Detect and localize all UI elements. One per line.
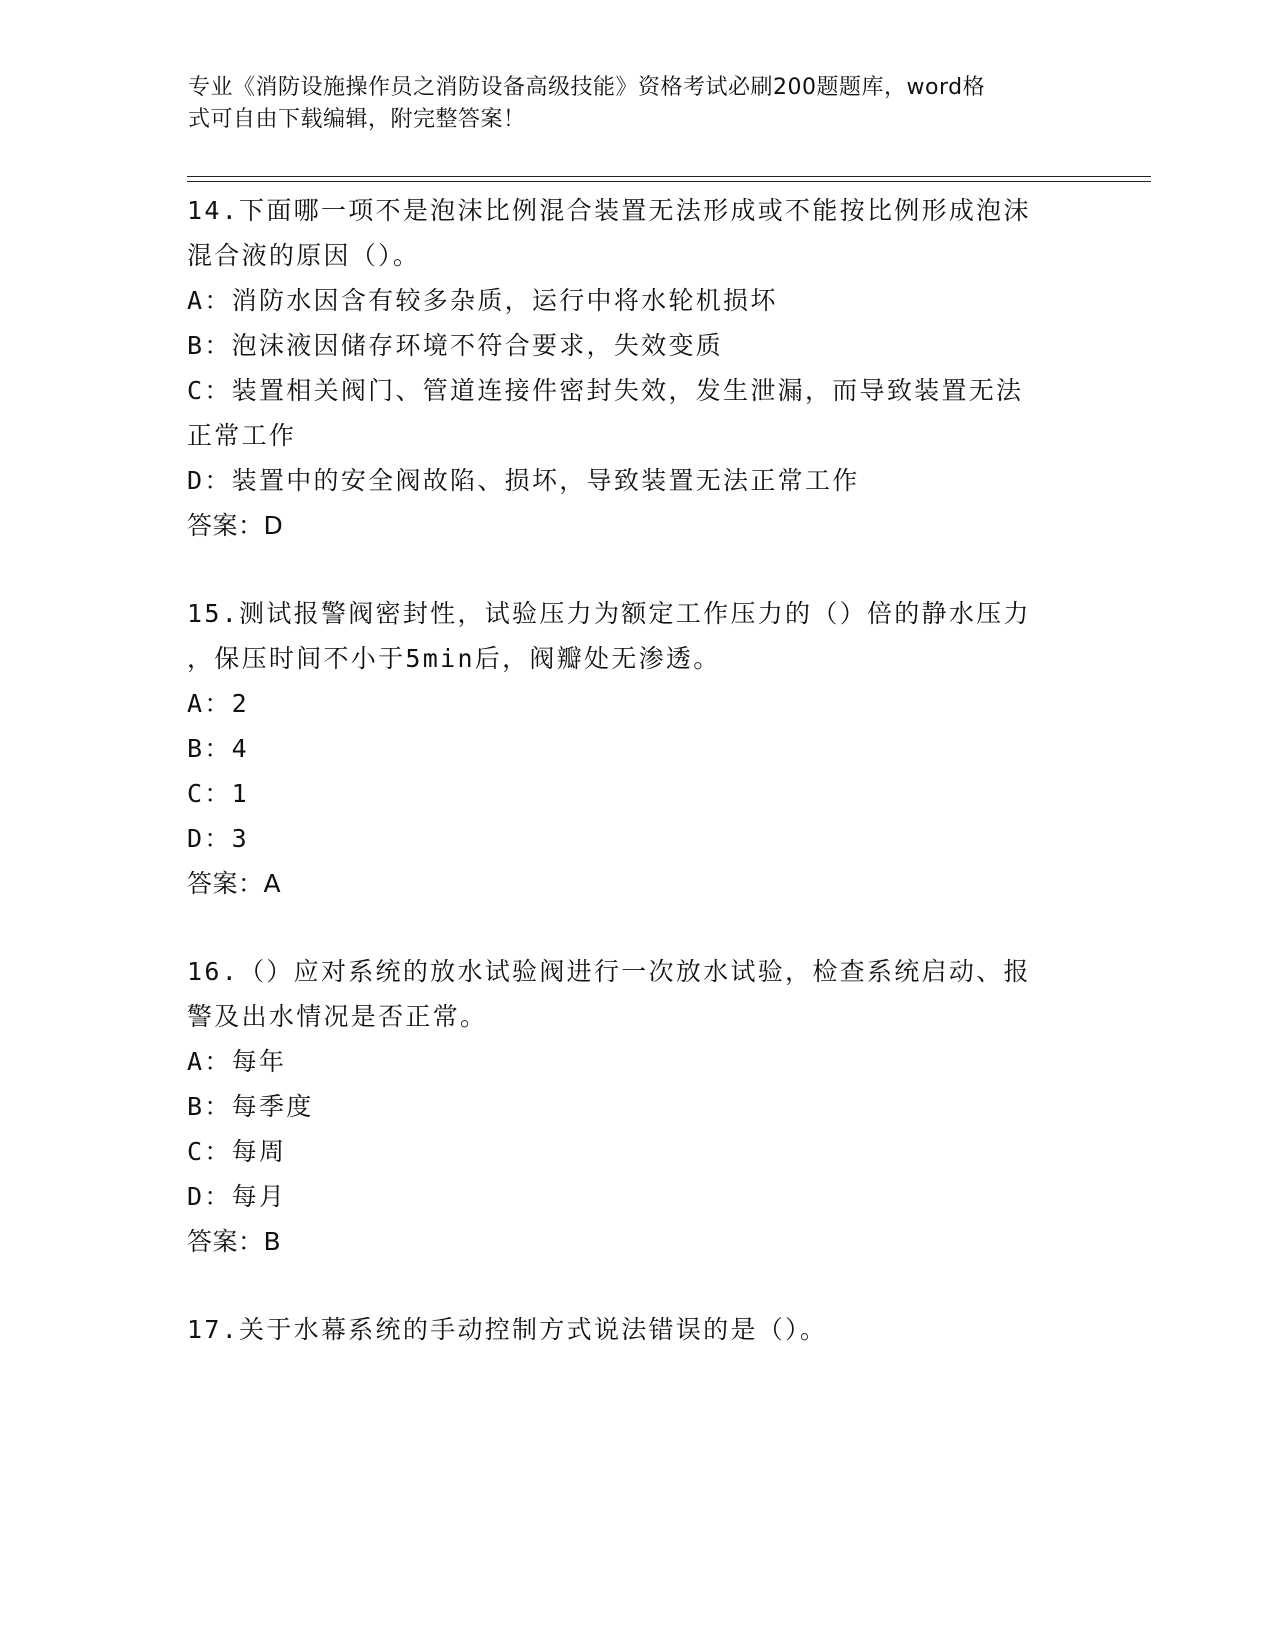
- option-b: B：泡沫液因储存环境不符合要求，失效变质: [187, 331, 724, 360]
- option-b: B：每季度: [187, 1092, 314, 1121]
- option-d: D：3: [187, 824, 250, 853]
- question-stem-line: 15.测试报警阀密封性，试验压力为额定工作压力的（）倍的静水压力: [187, 599, 1031, 628]
- option-c: C：装置相关阀门、管道连接件密封失效，发生泄漏，而导致装置无法: [187, 376, 1024, 405]
- header-line-1: 专业《消防设施操作员之消防设备高级技能》资格考试必刷200题题库，word格: [188, 75, 986, 100]
- question-list: [187, 188, 1087, 1395]
- option-c: C：1: [187, 779, 250, 808]
- header-divider-bottom: [187, 181, 1151, 182]
- option-a: A：消防水因含有较多杂质，运行中将水轮机损坏: [187, 286, 778, 315]
- question-stem-line: 16.（）应对系统的放水试验阀进行一次放水试验，检查系统启动、报: [187, 957, 1031, 986]
- option-d: D：每月: [187, 1182, 287, 1211]
- answer-label: 答案：D: [187, 511, 284, 540]
- question-stem-line: ，保压时间不小于5min后，阀瓣处无渗透。: [187, 644, 721, 673]
- option-c-continued: 正常工作: [187, 421, 297, 450]
- question-stem-line: 警及出水情况是否正常。: [187, 1002, 488, 1031]
- question-stem-line: 14.下面哪一项不是泡沫比例混合装置无法形成或不能按比例形成泡沫: [187, 196, 1031, 225]
- header-divider-top: [187, 176, 1151, 177]
- question-stem-line: 混合液的原因（）。: [187, 241, 421, 270]
- option-d: D：装置中的安全阀故陷、损坏，导致装置无法正常工作: [187, 466, 860, 495]
- question-15: [187, 591, 1087, 906]
- option-c: C：每周: [187, 1137, 287, 1166]
- question-stem-line: 17.关于水幕系统的手动控制方式说法错误的是（）。: [187, 1315, 828, 1344]
- document-header: [188, 72, 1068, 136]
- answer-label: 答案：B: [187, 1227, 282, 1256]
- question-16: [187, 949, 1087, 1264]
- option-a: A：每年: [187, 1047, 287, 1076]
- answer-label: 答案：A: [187, 869, 282, 898]
- header-line-2: 式可自由下载编辑，附完整答案！: [188, 107, 526, 132]
- question-17: [187, 1307, 1087, 1352]
- option-a: A：2: [187, 689, 250, 718]
- question-14: [187, 188, 1087, 548]
- option-b: B：4: [187, 734, 250, 763]
